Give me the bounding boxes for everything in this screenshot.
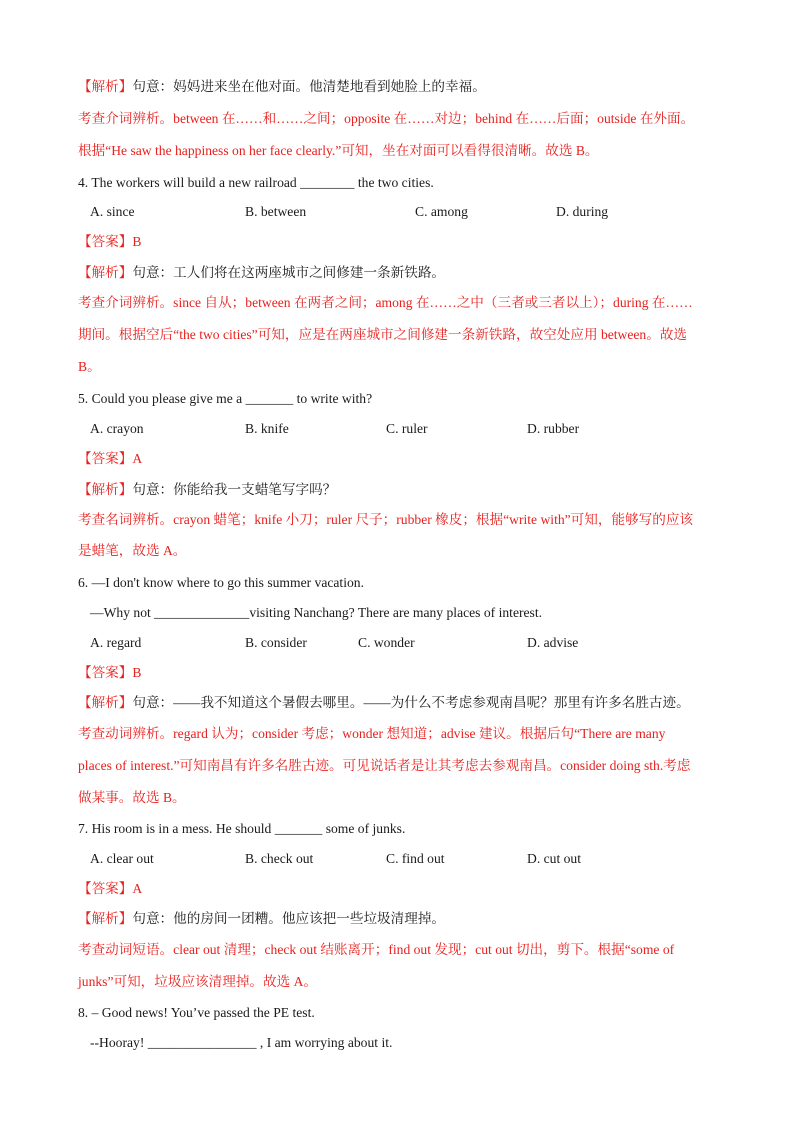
explanation-line: 考查介词辨析。since 自从；between 在两者之间；among 在……之中（三者或三者以上）；during 在…… bbox=[78, 295, 693, 310]
explanation-line: 做某事。故选 B。 bbox=[78, 790, 186, 805]
question-7: 7. His room is in a mess. He should _______ some of junks. bbox=[78, 821, 406, 836]
explanation-line: 是蜡笔，故选 A。 bbox=[78, 543, 187, 558]
option-b: B. knife bbox=[245, 421, 289, 436]
option-a: A. since bbox=[90, 204, 135, 219]
question-6: 6. —I don't know where to go this summer vacation. bbox=[78, 575, 364, 590]
answer-line: 【答案】B bbox=[78, 665, 142, 680]
question-8-line-2: --Hooray! ________________ , I am worrying about it. bbox=[90, 1035, 393, 1050]
answer-line: 【答案】B bbox=[78, 234, 142, 249]
option-c: C. ruler bbox=[386, 421, 428, 436]
explanation-line: B。 bbox=[78, 359, 101, 374]
question-6-line-2: —Why not ______________visiting Nanchang? There are many places of interest. bbox=[90, 605, 542, 620]
analysis-line: 【解析】句意：——我不知道这个暑假去哪里。——为什么不考虑参观南昌呢？那里有许多名胜古迹。 bbox=[78, 695, 690, 710]
explanation-line: 考查动词辨析。regard 认为；consider 考虑；wonder 想知道；advise 建议。根据后句“There are many bbox=[78, 726, 666, 741]
analysis-line: 【解析】句意：你能给我一支蜡笔写字吗？ bbox=[78, 482, 337, 497]
question-8: 8. – Good news! You’ve passed the PE test. bbox=[78, 1005, 315, 1020]
option-a: A. regard bbox=[90, 635, 142, 650]
question-4: 4. The workers will build a new railroad ________ the two cities. bbox=[78, 175, 434, 190]
explanation-line: junks”可知，垃圾应该清理掉。故选 A。 bbox=[78, 974, 318, 989]
option-d: D. rubber bbox=[527, 421, 580, 436]
question-5: 5. Could you please give me a _______ to write with? bbox=[78, 391, 373, 406]
option-a: A. clear out bbox=[90, 851, 154, 866]
explanation-line: 考查动词短语。clear out 清理；check out 结账离开；find out 发现；cut out 切出，剪下。根据“some of bbox=[78, 942, 675, 957]
option-b: B. between bbox=[245, 204, 307, 219]
option-b: B. check out bbox=[245, 851, 314, 866]
analysis-line: 【解析】句意：工人们将在这两座城市之间修建一条新铁路。 bbox=[78, 265, 446, 280]
explanation-line: 根据“He saw the happiness on her face clearly.”可知，坐在对面可以看得很清晰。故选 B。 bbox=[78, 143, 599, 158]
analysis-line: 【解析】句意：他的房间一团糟。他应该把一些垃圾清理掉。 bbox=[78, 911, 446, 926]
option-c: C. among bbox=[415, 204, 468, 219]
answer-line: 【答案】A bbox=[78, 451, 143, 466]
option-d: D. cut out bbox=[527, 851, 581, 866]
option-b: B. consider bbox=[245, 635, 307, 650]
explanation-line: 考查介词辨析。between 在……和……之间；opposite 在……对边；behind 在……后面；outside 在外面。 bbox=[78, 111, 695, 126]
explanation-line: places of interest.”可知南昌有许多名胜古迹。可见说话者是让其考虑去参观南昌。consider doing sth.考虑 bbox=[78, 758, 691, 773]
explanation-line: 期间。根据空后“the two cities”可知，应是在两座城市之间修建一条新铁路，故空处应用 between。故选 bbox=[78, 327, 688, 342]
answer-line: 【答案】A bbox=[78, 881, 143, 896]
option-c: C. find out bbox=[386, 851, 445, 866]
option-d: D. advise bbox=[527, 635, 579, 650]
explanation-line: 考查名词辨析。crayon 蜡笔；knife 小刀；ruler 尺子；rubber 橡皮；根据“write with”可知，能够写的应该 bbox=[78, 512, 694, 527]
option-c: C. wonder bbox=[358, 635, 415, 650]
option-a: A. crayon bbox=[90, 421, 144, 436]
analysis-line: 【解析】句意：妈妈进来坐在他对面。他清楚地看到她脸上的幸福。 bbox=[78, 79, 486, 94]
option-d: D. during bbox=[556, 204, 609, 219]
